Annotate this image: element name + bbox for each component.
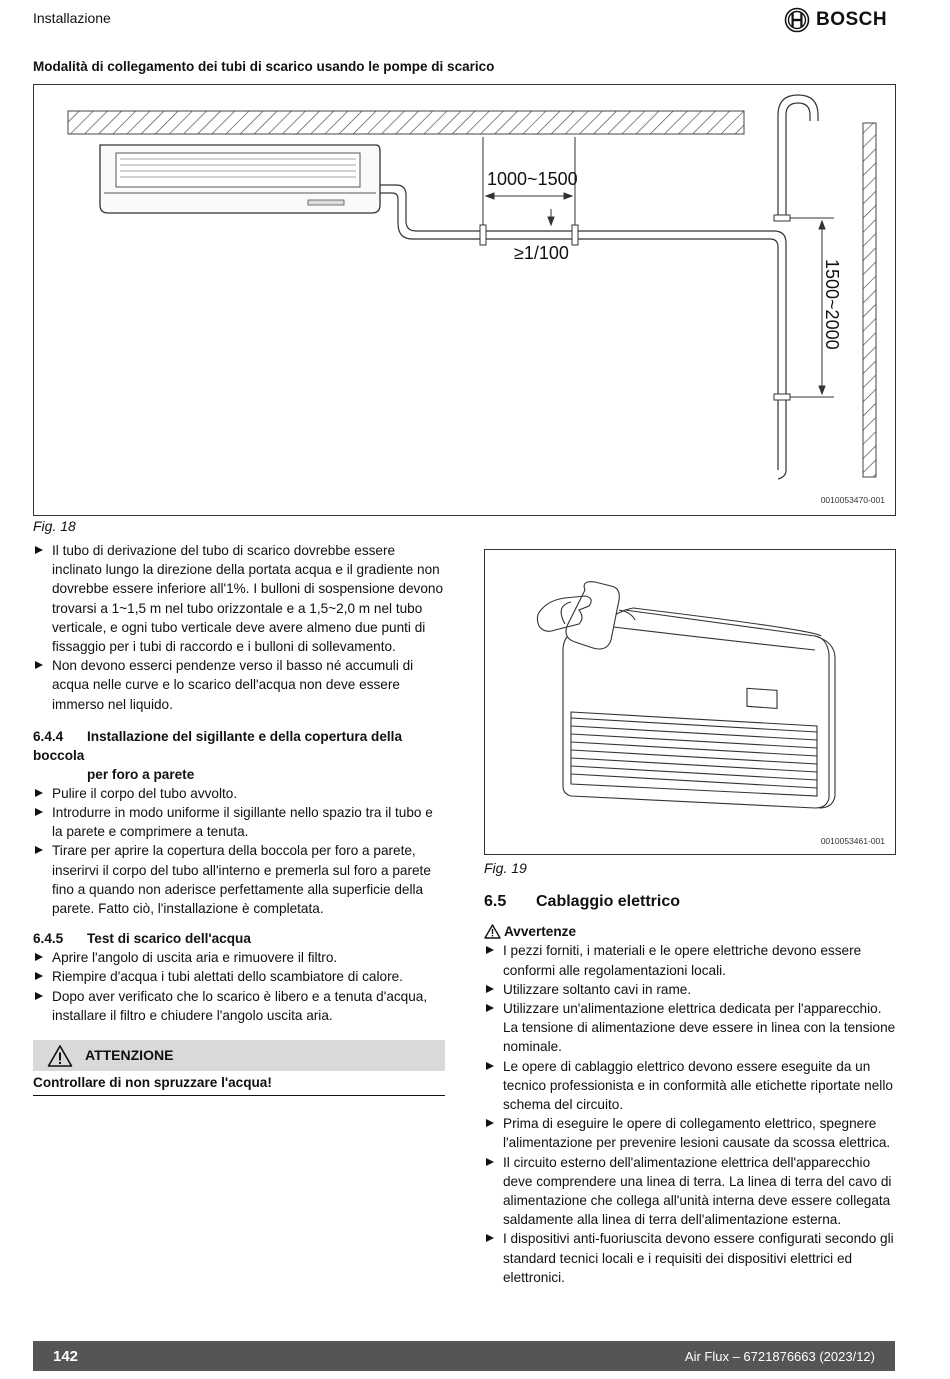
list-item: Non devono esserci pendenze verso il basso né accumuli di acqua nelle curve e lo scarico dell'acqua non deve essere immerso nel liquido.	[33, 656, 445, 714]
attention-box	[33, 1040, 445, 1071]
wiring-bullets	[484, 941, 896, 1287]
intro-bullets	[33, 541, 445, 714]
section-header: Installazione	[33, 10, 111, 26]
ceiling-ac-unit	[100, 145, 380, 213]
page-footer	[33, 1341, 895, 1371]
list-item: Prima di eseguire le opere di collegamento elettrico, spegnere l'alimentazione per prevenire lesioni causate da scossa elettrica.	[484, 1114, 896, 1152]
list-item: Le opere di cablaggio elettrico devono essere eseguite da un tecnico professionista e in conformità alle etichette riportate nello schema del circuito.	[484, 1057, 896, 1115]
section-heading-65	[484, 892, 896, 911]
warning-triangle-icon	[47, 1044, 73, 1068]
figure-code: 0010053470-001	[820, 495, 885, 505]
list-item: Il circuito esterno dell'alimentazione elettrica dell'apparecchio deve comprendere una linea di terra. La linea di terra del cavo di alimentazione che collega all'unità interna deve essere collegata saldamente alla linea di terra dell'alimentazione esterna.	[484, 1153, 896, 1230]
bosch-logo	[784, 7, 887, 33]
list-item: I pezzi forniti, i materiali e le opere elettriche devono essere conformi alle regolamentazioni locali.	[484, 941, 896, 979]
wall-hatch	[863, 123, 876, 477]
attention-label: ATTENZIONE	[85, 1046, 174, 1063]
section-644-bullets	[33, 784, 445, 918]
section-title: Installazione del sigillante e della copertura della boccola	[33, 728, 403, 763]
dim-horizontal-label: 1000~1500	[487, 169, 578, 189]
page-number: 142	[53, 1347, 79, 1365]
attention-message: Controllare di non spruzzare l'acqua!	[33, 1073, 445, 1096]
list-item: Pulire il corpo del tubo avvolto.	[33, 784, 445, 803]
section-645-bullets	[33, 948, 445, 1025]
section-number: 6.5	[484, 893, 507, 910]
drain-pipe-diagram	[34, 85, 895, 515]
water-filling-illustration	[485, 550, 895, 854]
document-reference: Air Flux – 6721876663 (2023/12)	[684, 1348, 875, 1364]
list-item: Introdurre in modo uniforme il sigillante nello spazio tra il tubo e la parete e comprimere a tenuta.	[33, 803, 445, 841]
figure-caption: Fig. 18	[33, 518, 76, 534]
figure-title: Modalità di collegamento dei tubi di scarico usando le pompe di scarico	[33, 59, 495, 74]
figure-code: 0010053461-001	[820, 836, 885, 846]
section-heading-645	[33, 929, 445, 948]
figure-18-box	[33, 84, 896, 516]
left-column	[33, 541, 445, 1096]
list-item: Aprire l'angolo di uscita aria e rimuovere il filtro.	[33, 948, 445, 967]
section-title: Test di scarico dell'acqua	[87, 931, 251, 947]
list-item: Riempire d'acqua i tubi alettati dello scambiatore di calore.	[33, 967, 445, 986]
list-item: Tirare per aprire la copertura della boccola per foro a parete, inserirvi il corpo del tubo all'interno e premerla sul foro a parete fino a quando non aderisce perfettamente alla superficie della parete. Fatto ciò, l'installazione è completata.	[33, 841, 445, 918]
warning-triangle-icon	[484, 924, 501, 939]
dim-vertical-label: 1500~2000	[822, 259, 842, 350]
section-number: 6.4.4	[33, 728, 64, 744]
drain-pipe	[380, 95, 818, 479]
figure-19-box	[484, 549, 896, 855]
slope-label: ≥1/100	[514, 243, 569, 263]
section-heading-644	[33, 727, 445, 784]
section-number: 6.4.5	[33, 931, 64, 947]
list-item: Dopo aver verificato che lo scarico è libero e a tenuta d'acqua, installare il filtro e chiudere l'angolo uscita aria.	[33, 987, 445, 1025]
ceiling-hatch	[68, 111, 744, 134]
right-column	[484, 892, 896, 1287]
list-item: I dispositivi anti-fuoriuscita devono essere configurati secondo gli standard tecnici locali e i requisiti dei dispositivi elettrici ed elettronici.	[484, 1229, 896, 1287]
list-item: Utilizzare un'alimentazione elettrica dedicata per l'apparecchio. La tensione di alimentazione deve essere in linea con la tensione nominale.	[484, 999, 896, 1057]
warning-heading	[484, 922, 896, 941]
figure-caption: Fig. 19	[484, 860, 527, 876]
brand-name: BOSCH	[816, 9, 888, 30]
warning-title: Avvertenze	[504, 924, 577, 940]
section-title: Cablaggio elettrico	[536, 893, 681, 910]
bosch-armature-icon	[784, 7, 810, 33]
section-title-continued: per foro a parete	[87, 766, 195, 782]
list-item: Utilizzare soltanto cavi in rame.	[484, 980, 896, 999]
list-item: Il tubo di derivazione del tubo di scarico dovrebbe essere inclinato lungo la direzione della portata acqua e il gradiente non dovrebbe essere inferiore all'1%. I bulloni di sospensione devono trovarsi a 1~1,5 m nel tubo orizzontale e a 1,5~2,0 m nel tubo verticale, e ogni tubo verticale deve avere almeno due punti di fissaggio per i tubi di raccordo e i bulloni di sollevamento.	[33, 541, 445, 656]
